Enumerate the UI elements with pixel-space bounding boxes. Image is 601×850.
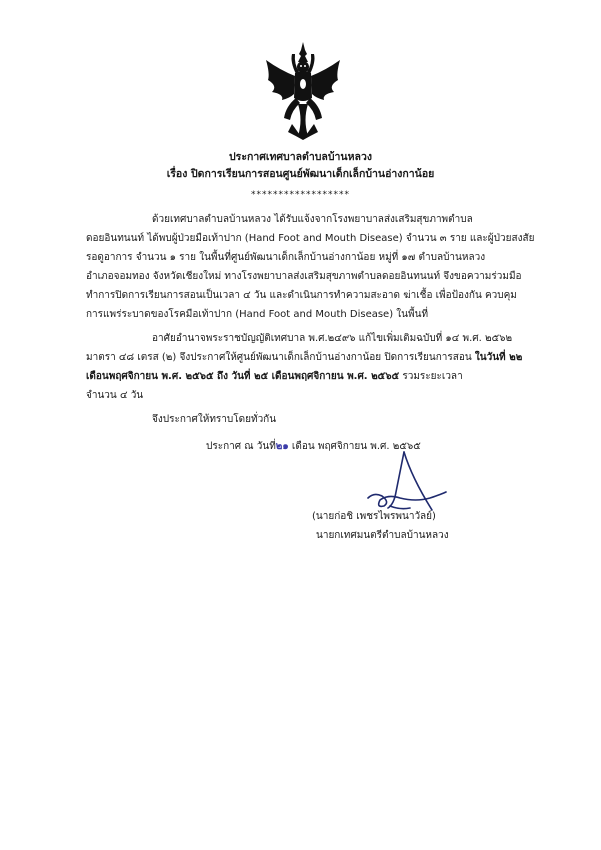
date-rest: เดือน พฤศจิกายน พ.ศ. ๒๕๖๕ xyxy=(288,441,421,452)
paragraph-2-line-4: จำนวน ๔ วัน xyxy=(86,390,144,401)
garuda-emblem-icon xyxy=(262,40,344,142)
paragraph-2-line-1: อาศัยอำนาจพระราชบัญญัติเทศบาล พ.ศ.๒๔๙๖ แก้ไขเพิ่มเติมฉบับที่ ๑๔ พ.ศ. ๒๕๖๒ xyxy=(152,333,513,344)
paragraph-2-line-2 xyxy=(86,352,522,364)
date-day-handwritten: ๒๑ xyxy=(275,441,289,452)
paragraph-2-line-3 xyxy=(86,371,463,383)
paragraph-1-line-5: ทำการปิดการเรียนการสอนเป็นเวลา ๔ วัน และดำเนินการทำความสะอาด ฆ่าเชื้อ เพื่อป้องกัน ควบคุม xyxy=(86,290,517,301)
paragraph-1-line-6: การแพร่ระบาดของโรคมือเท้าปาก (Hand Foot and Mouth Disease) ในพื้นที่ xyxy=(86,309,429,320)
signatory-name: (นายก่อชิ เพชรไพรพนาวัลย์) xyxy=(312,511,436,522)
paragraph-1-line-3: รอดูอาการ จำนวน ๑ ราย ในพื้นที่ศูนย์พัฒนาเด็กเล็กบ้านอ่างกาน้อย หมู่ที่ ๑๗ ตำบลบ้านหลวง xyxy=(86,252,486,263)
paragraph-3: จึงประกาศให้ทราบโดยทั่วกัน xyxy=(152,414,277,425)
date-prefix: ประกาศ ณ วันที่ xyxy=(206,441,276,452)
signatory-position: นายกเทศมนตรีตำบลบ้านหลวง xyxy=(316,530,449,541)
announcement-title: ประกาศเทศบาลตำบลบ้านหลวง xyxy=(229,151,372,163)
closure-start-day: ในวันที่ ๒๒ xyxy=(474,352,523,363)
closure-date-range: เดือนพฤศจิกายน พ.ศ. ๒๕๖๕ ถึง วันที่ ๒๕ เดือนพฤศจิกายน พ.ศ. ๒๕๖๕ xyxy=(86,371,400,382)
signature-icon xyxy=(360,448,450,516)
paragraph-1-line-1: ด้วยเทศบาลตำบลบ้านหลวง ได้รับแจ้งจากโรงพยาบาลส่งเสริมสุขภาพตำบล xyxy=(152,214,473,225)
announcement-subject: เรื่อง ปิดการเรียนการสอนศูนย์พัฒนาเด็กเล็กบ้านอ่างกาน้อย xyxy=(166,168,435,180)
paragraph-2-line-2-text: มาตรา ๔๘ เตรส (๒) จึงประกาศให้ศูนย์พัฒนาเด็กเล็กบ้านอ่างกาน้อย ปิดการเรียนการสอน xyxy=(86,352,475,363)
closure-duration-label: รวมระยะเวลา xyxy=(399,371,463,382)
paragraph-1-line-2: ดอยอินทนนท์ ได้พบผู้ป่วยมือเท้าปาก (Hand Foot and Mouth Disease) จำนวน ๓ ราย และผู้ป่วยสงสัย xyxy=(86,233,535,244)
separator-stars: ****************** xyxy=(251,190,350,200)
paragraph-1-line-4: อำเภอจอมทอง จังหวัดเชียงใหม่ ทางโรงพยาบาลส่งเสริมสุขภาพตำบลดอยอินทนนท์ จึงขอความร่วมมือ xyxy=(86,271,522,282)
